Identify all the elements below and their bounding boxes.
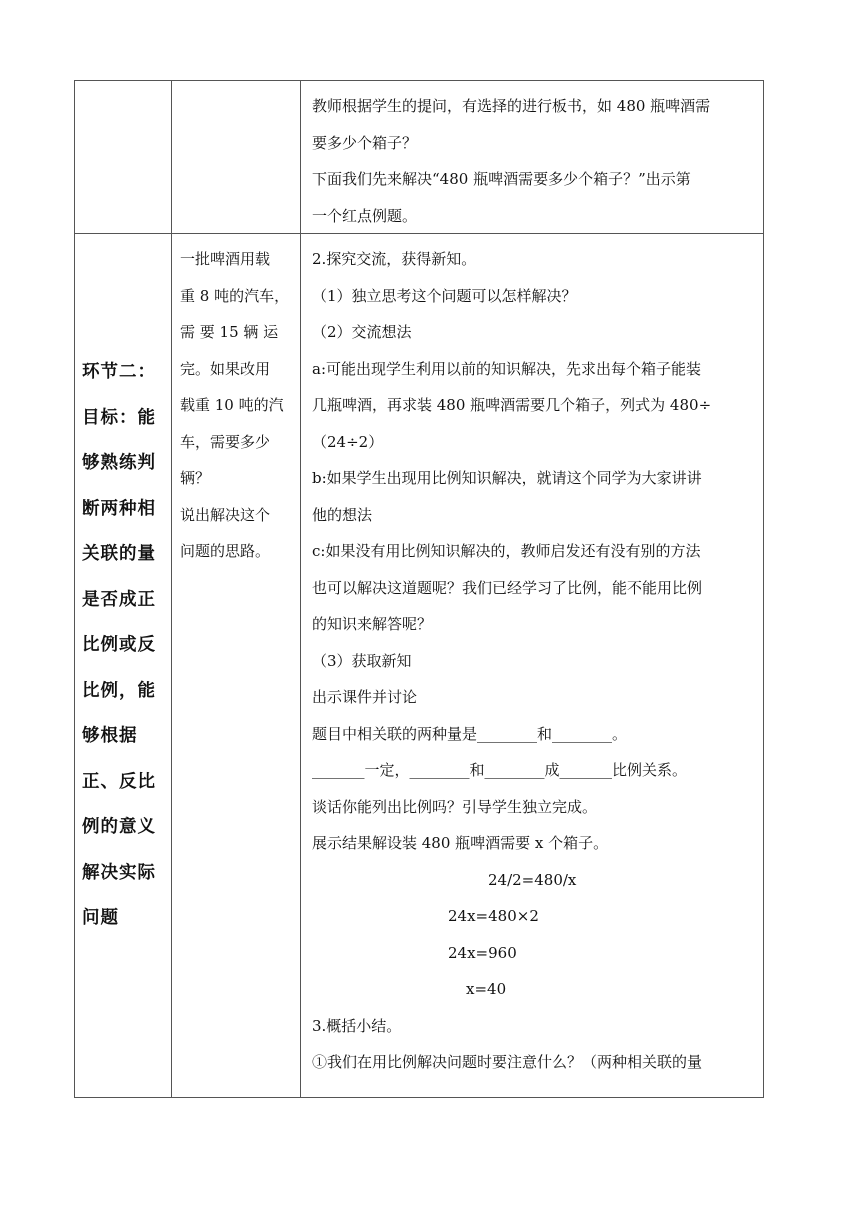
stage-line: 够根据	[82, 726, 138, 746]
text-line: ①我们在用比例解决问题时要注意什么？（两种相关联的量	[312, 1053, 703, 1071]
row1-activity-cell	[312, 88, 758, 234]
problem-line: 重 8 吨的汽车，	[180, 286, 290, 305]
equation-line: x=40	[466, 980, 507, 998]
text-line: 的知识来解答呢？	[312, 615, 433, 633]
stage-line: 环节二：	[82, 362, 156, 382]
row2-activity-cell	[312, 241, 758, 1081]
equation-line: 24/2=480/x	[488, 870, 577, 889]
equation-line: 24x=960	[448, 943, 517, 962]
table-border-bottom	[74, 1097, 764, 1098]
equation-line: 24x=480×2	[448, 907, 539, 925]
text-line: 3.概括小结。	[312, 1016, 402, 1035]
text-line: 也可以解决这道题呢？我们已经学习了比例，能不能用比例	[312, 578, 703, 597]
text-line: 题目中相关联的两种量是________和________。	[312, 724, 628, 743]
text-line: （2）交流想法	[312, 323, 412, 341]
problem-line: 一批啤酒用载	[180, 250, 271, 268]
row2-stage-goal-cell	[82, 350, 170, 942]
problem-line: 问题的思路。	[180, 542, 271, 560]
stage-line: 问题	[82, 908, 119, 928]
stage-line: 目标：能	[82, 407, 156, 428]
stage-line: 例的意义	[82, 817, 156, 837]
row2-problem-cell	[180, 241, 298, 570]
text-line: b:如果学生出现用比例知识解决，就请这个同学为大家讲讲	[312, 469, 702, 487]
table-border-top	[74, 80, 764, 81]
text-line: a:可能出现学生利用以前的知识解决，先求出每个箱子能装	[312, 359, 701, 378]
text-line: 下面我们先来解决“480 瓶啤酒需要多少个箱子？”出示第	[312, 170, 691, 188]
text-line: 2.探究交流，获得新知。	[312, 250, 477, 268]
text-line: 几瓶啤酒，再求装 480 瓶啤酒需要几个箱子，列式为 480÷	[312, 396, 712, 414]
text-line: 要多少个箱子？	[312, 133, 418, 152]
stage-line: 正、反比	[82, 771, 156, 792]
problem-line: 说出解决这个	[180, 505, 271, 524]
stage-line: 比例或反	[82, 635, 156, 655]
text-line: 出示课件并讨论	[312, 688, 418, 706]
text-line: _______一定，________和________成_______比例关系。	[312, 761, 688, 779]
problem-line: 需 要 15 辆 运	[180, 323, 279, 341]
stage-line: 关联的量	[82, 544, 156, 564]
text-line: （24÷2）	[312, 432, 384, 451]
text-line: 一个红点例题。	[312, 206, 418, 225]
lesson-plan-table	[74, 80, 764, 1098]
problem-line: 辆？	[180, 469, 211, 487]
stage-line: 解决实际	[82, 862, 156, 883]
stage-line: 断两种相	[82, 498, 156, 519]
text-line: 展示结果解设装 480 瓶啤酒需要 x 个箱子。	[312, 834, 609, 852]
text-line: （3）获取新知	[312, 651, 412, 670]
text-line: 教师根据学生的提问，有选择的进行板书，如 480 瓶啤酒需	[312, 97, 711, 115]
problem-line: 完。如果改用	[180, 359, 271, 378]
text-line: 谈话你能列出比例吗？引导学生独立完成。	[312, 797, 598, 816]
stage-line: 是否成正	[82, 589, 156, 610]
text-line: c:如果没有用比例知识解决的，教师启发还有没有别的方法	[312, 542, 701, 560]
stage-line: 比例，能	[82, 680, 156, 701]
stage-line: 够熟练判	[82, 453, 156, 473]
text-line: 他的想法	[312, 505, 373, 524]
problem-line: 车，需要多少	[180, 432, 271, 451]
problem-line: 载重 10 吨的汽	[180, 396, 284, 414]
text-line: （1）独立思考这个问题可以怎样解决？	[312, 286, 577, 305]
